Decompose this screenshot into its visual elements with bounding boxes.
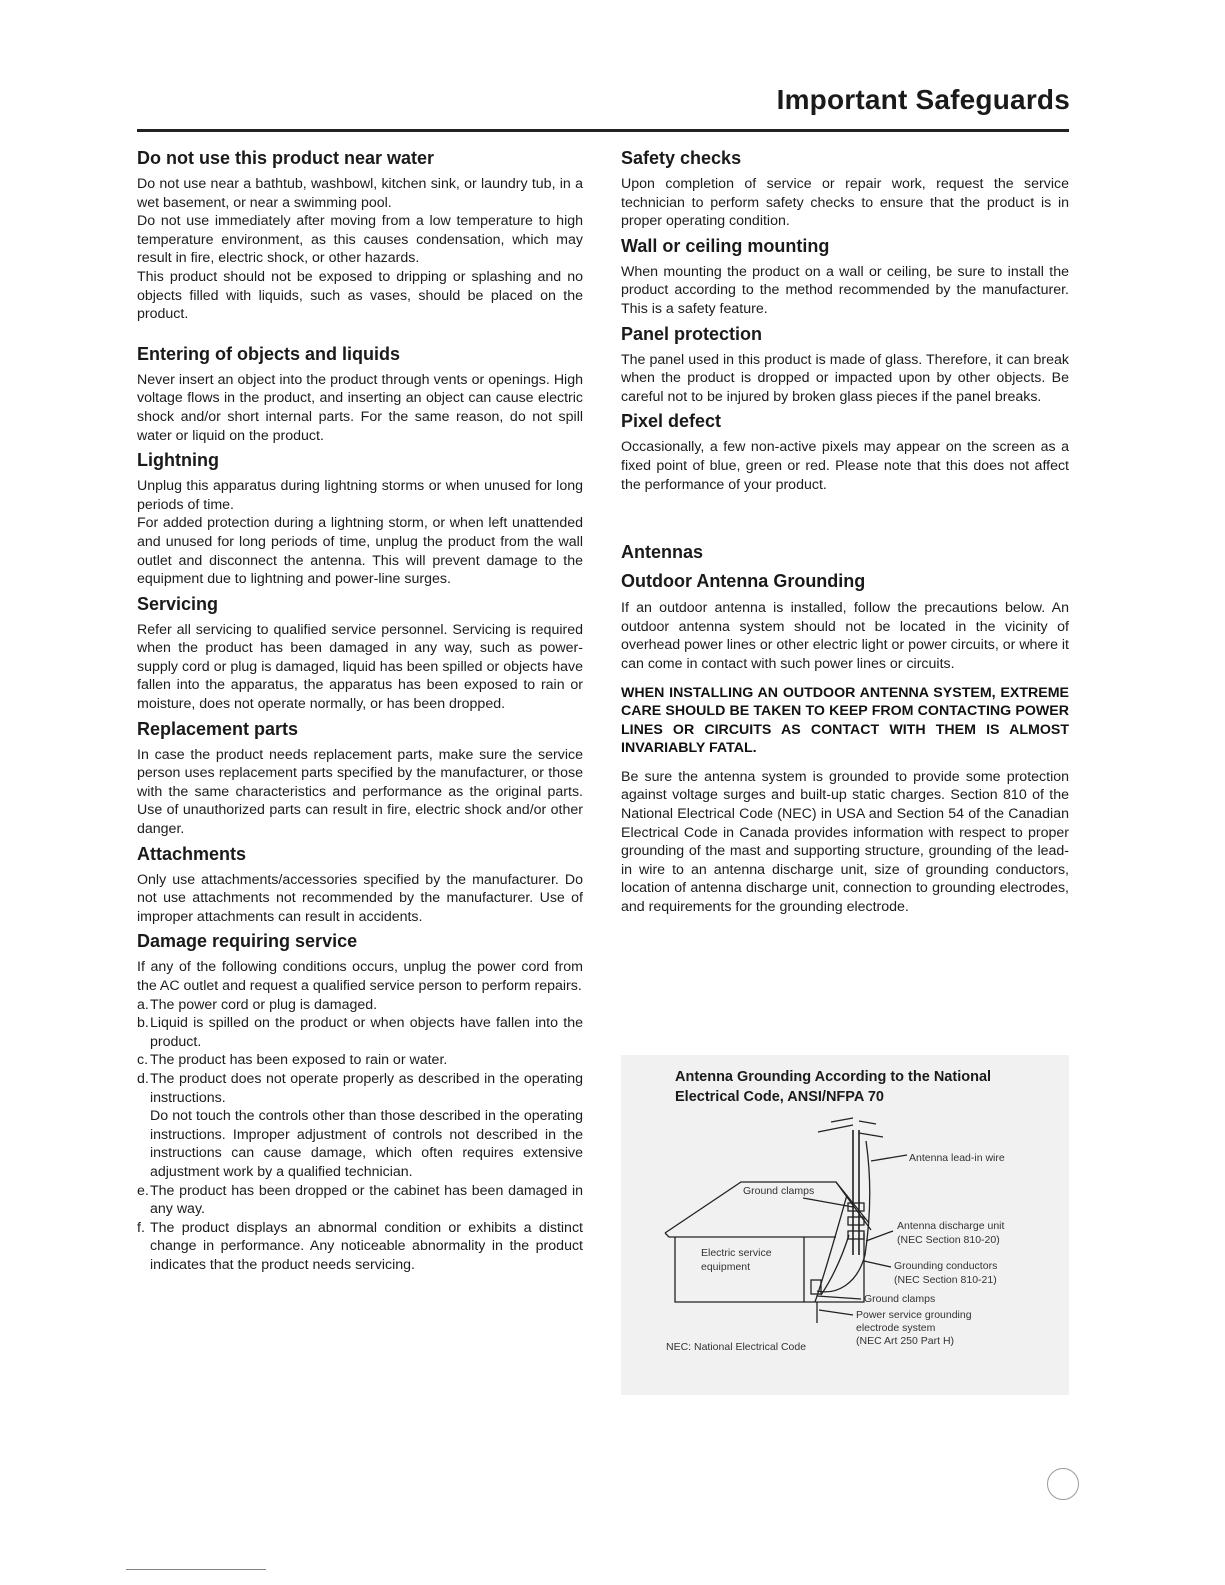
section-damage <box>137 929 583 1274</box>
section-pixel-defect <box>621 409 1069 494</box>
section-lightning <box>137 448 583 589</box>
right-column <box>621 146 1069 917</box>
house-eave <box>665 1233 836 1237</box>
list-marker: a. <box>137 996 149 1013</box>
list-marker: f. <box>137 1219 145 1236</box>
antenna-grounding-diagram <box>621 1055 1069 1395</box>
paragraph: This product should not be exposed to dripping or splashing and no objects filled with liquids, such as vases, should be placed on the product. <box>137 268 583 323</box>
paragraph: Do not use near a bathtub, washbowl, kitchen sink, or laundry tub, in a wet basement, or near a swimming pool. <box>137 176 583 211</box>
section-antennas <box>621 540 1069 917</box>
list-item <box>137 1014 583 1051</box>
antenna-element <box>818 1125 853 1132</box>
label-ground-clamps-top: Ground clamps <box>743 1185 815 1197</box>
list-item <box>137 1182 583 1219</box>
footer-line <box>126 1569 266 1570</box>
section-heading-antennas: Antennas <box>621 542 704 563</box>
label-nec-note: NEC: National Electrical Code <box>666 1341 807 1353</box>
label-conductors-section: (NEC Section 810-21) <box>894 1274 997 1286</box>
list-item-extra: Do not touch the controls other than those described in the operating instructions. Improper adjustment of controls not described in the instructions can cause damage, which often requires extensive adjustment work by a qualified technician. <box>150 1108 583 1180</box>
list-marker: e. <box>137 1182 149 1199</box>
section-attachments <box>137 842 583 927</box>
section-heading-damage: Damage requiring service <box>137 931 358 952</box>
page-title: Important Safeguards <box>776 84 1070 115</box>
paragraph: The panel used in this product is made of glass. Therefore, it can break when the product is dropped or impacted upon by other objects. Be careful not to be injured by broken glass pieces if the panel breaks. <box>621 351 1069 405</box>
damage-list <box>137 996 583 1275</box>
paragraph: If an outdoor antenna is installed, follow the precautions below. An outdoor antenna system should not be located in the vicinity of overhead power lines or other electric light or power circuits, or where it can come in contact with such power lines or circuits. <box>621 600 1069 672</box>
label-electric-service: Electric service <box>701 1247 772 1259</box>
section-heading-panel-protection: Panel protection <box>621 323 763 344</box>
section-heading-outdoor-grounding: Outdoor Antenna Grounding <box>621 571 866 592</box>
warning-text: WHEN INSTALLING AN OUTDOOR ANTENNA SYSTEM, EXTREME CARE SHOULD BE TAKEN TO KEEP FROM CONTACTING POWER LINES OR CIRCUITS AS CONTACT WITH THEM IS ALMOST INVARIABLY FATAL. <box>621 684 1069 757</box>
label-discharge-unit: Antenna discharge unit <box>897 1220 1005 1232</box>
diagram-title-line: Antenna Grounding According to the National <box>675 1069 992 1085</box>
label-ground-clamps-bottom: Ground clamps <box>864 1293 936 1305</box>
label-nec-article: (NEC Art 250 Part H) <box>856 1335 955 1347</box>
label-lead-in-wire: Antenna lead-in wire <box>909 1152 1005 1164</box>
paragraph: Upon completion of service or repair work, request the service technician to perform safety checks to ensure that the product is in proper operating condition. <box>621 176 1069 230</box>
section-heading-wall-mounting: Wall or ceiling mounting <box>621 235 830 256</box>
title-rule <box>137 129 1069 132</box>
list-item-text: The product displays an abnormal condition or exhibits a distinct change in performance. Any noticeable abnormality in the product indicates that the product needs servicing. <box>150 1219 583 1273</box>
section-heading-replacement: Replacement parts <box>137 718 299 739</box>
section-heading-objects: Entering of objects and liquids <box>137 343 401 364</box>
list-item <box>137 1219 583 1275</box>
list-item-text: The product does not operate properly as described in the operating instructions. <box>150 1070 583 1106</box>
paragraph: Be sure the antenna system is grounded to provide some protection against voltage surges and built-up static charges. Section 810 of the National Electrical Code (NEC) in USA and Section 54 of the Canadian Electrical Code in Canada provides information with respect to proper grounding of the mast and supporting structure, grounding of the lead-in wire to an antenna discharge unit, size of grounding conductors, location of antenna discharge unit, connection to grounding electrodes, and requirements for the grounding electrode. <box>621 768 1069 916</box>
section-heading-pixel-defect: Pixel defect <box>621 411 722 432</box>
paragraph: Do not use immediately after moving from a low temperature to high temperature environment, as this causes condensation, which may result in fire, electric shock, or other hazards. <box>137 213 583 267</box>
paragraph: Occasionally, a few non-active pixels may appear on the screen as a fixed point of blue, green or red. Please note that this does not affect the performance of your product. <box>621 439 1069 493</box>
label-discharge-section: (NEC Section 810-20) <box>897 1234 1000 1246</box>
list-item-text: Liquid is spilled on the product or when objects have fallen into the product. <box>150 1015 583 1050</box>
section-water <box>137 146 583 324</box>
label-electric-equipment: equipment <box>701 1261 751 1273</box>
section-servicing <box>137 592 583 714</box>
section-replacement <box>137 717 583 839</box>
section-heading-servicing: Servicing <box>137 593 219 614</box>
label-grounding-conductors: Grounding conductors <box>894 1260 998 1272</box>
list-item <box>137 996 583 1015</box>
paragraph: Unplug this apparatus during lightning storms or when unused for long periods of time. <box>137 478 583 513</box>
paragraph: For added protection during a lightning storm, or when left unattended and unused for long periods of time, unplug the product from the wall outlet and disconnect the antenna. This will prevent damage to the equipment due to lightning and power-line surges. <box>137 515 583 588</box>
section-heading-water: Do not use this product near water <box>137 148 435 168</box>
paragraph: Only use attachments/accessories specified by the manufacturer. Do not use attachments not recommended by the manufacturer. Use of improper attachments can result in accidents. <box>137 871 583 925</box>
diagram-title-line: Electrical Code, ANSI/NFPA 70 <box>675 1089 884 1105</box>
label-power-service: Power service grounding <box>856 1309 972 1321</box>
left-column <box>137 146 583 1275</box>
list-marker: d. <box>137 1070 149 1087</box>
list-marker: c. <box>137 1052 149 1069</box>
section-heading-attachments: Attachments <box>137 843 247 864</box>
page-number-circle <box>1047 1468 1079 1500</box>
list-item-text: The product has been exposed to rain or water. <box>150 1052 448 1069</box>
section-heading-lightning: Lightning <box>137 450 219 471</box>
paragraph: Refer all servicing to qualified service personnel. Servicing is required when the product has been damaged in any way, such as power-supply cord or plug is damaged, liquid has been spilled or objects have fallen into the apparatus, the apparatus has been exposed to rain or moisture, does not operate normally, or has been dropped. <box>137 621 583 713</box>
paragraph: When mounting the product on a wall or ceiling, be sure to install the product according to the method recommended by the manufacturer. This is a safety feature. <box>621 263 1069 317</box>
paragraph: Never insert an object into the product through vents or openings. High voltage flows in the product, and inserting an object can cause electric shock and/or short internal parts. For the same reason, do not spill water or liquid on the product. <box>137 371 583 444</box>
list-item-text: The power cord or plug is damaged. <box>150 996 378 1013</box>
paragraph: If any of the following conditions occurs, unplug the power cord from the AC outlet and request a qualified service person to perform repairs. <box>137 959 583 994</box>
list-marker: b. <box>137 1015 149 1032</box>
diagram-title <box>675 1067 1055 1107</box>
list-item <box>137 1051 583 1070</box>
list-item <box>137 1070 583 1182</box>
list-item-text: The product has been dropped or the cabinet has been damaged in any way. <box>150 1182 583 1218</box>
paragraph: In case the product needs replacement parts, make sure the service person uses replacement parts specified by the manufacturer, or those with the same characteristics and performance as the original parts. Use of unauthorized parts can result in fire, electric shock and/or other danger. <box>137 746 583 838</box>
section-safety-checks <box>621 146 1069 231</box>
section-heading-safety-checks: Safety checks <box>621 148 742 168</box>
section-panel-protection <box>621 322 1069 407</box>
section-wall-mounting <box>621 234 1069 319</box>
label-electrode-system: electrode system <box>856 1322 936 1334</box>
section-objects <box>137 342 583 445</box>
